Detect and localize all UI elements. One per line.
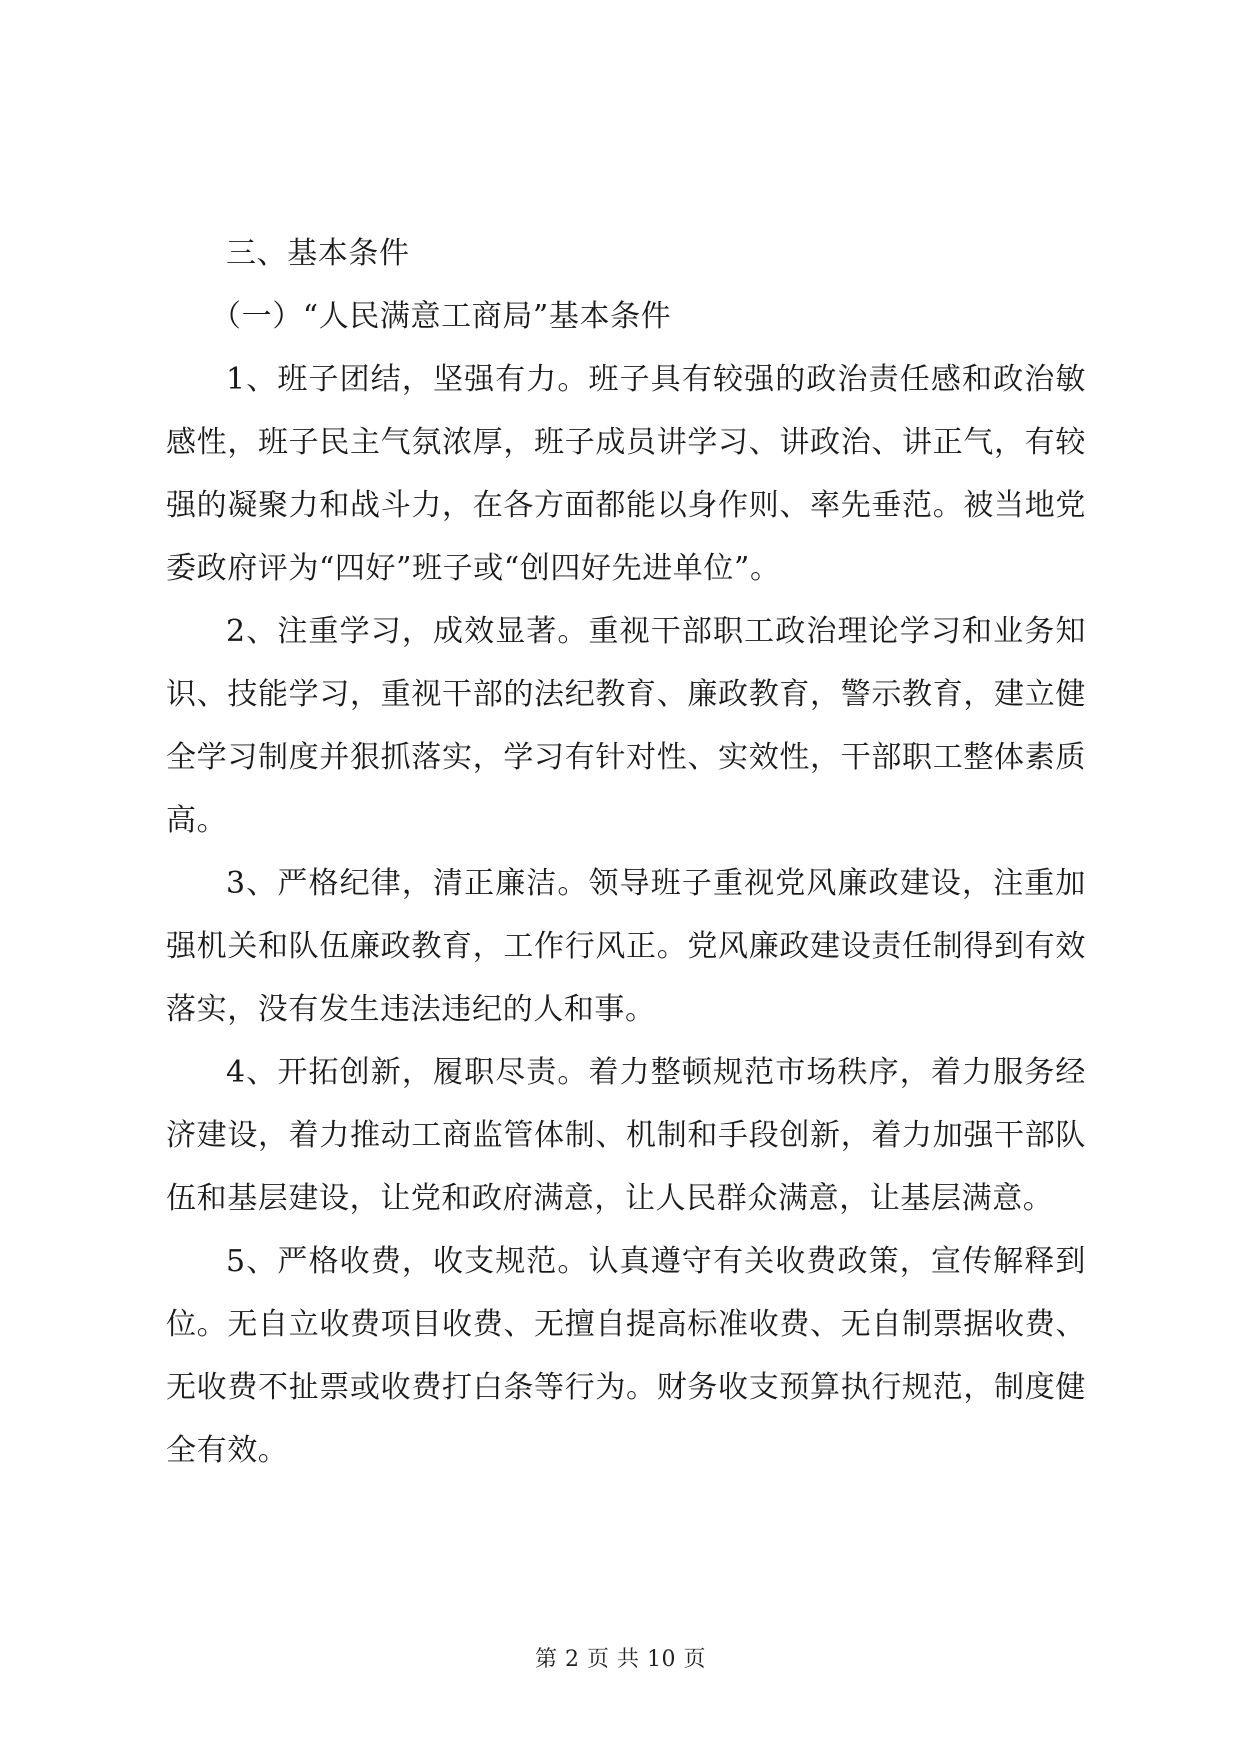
paragraph-5: 5、严格收费，收支规范。认真遵守有关收费政策，宣传解释到位。无自立收费项目收费、无擅自提高标准收费、无自制票据收费、无收费不扯票或收费打白条等行为。财务收支预算执行规范，制度健全有效。 <box>166 1244 1086 1468</box>
paragraph-1: 1、班子团结，坚强有力。班子具有较强的政治责任感和政治敏感性，班子民主气氛浓厚，班子成员讲学习、讲政治、讲正气，有较强的凝聚力和战斗力，在各方面都能以身作则、率先垂范。被当地党委政府评为“四好”班子或“创四好先进单位”。 <box>166 362 1086 586</box>
document-body <box>166 222 1086 1482</box>
paragraph-3: 3、严格纪律，清正廉洁。领导班子重视党风廉政建设，注重加强机关和队伍廉政教育，工作行风正。党风廉政建设责任制得到有效落实，没有发生违法违纪的人和事。 <box>166 866 1086 1027</box>
paragraph-2: 2、注重学习，成效显著。重视干部职工政治理论学习和业务知识、技能学习，重视干部的法纪教育、廉政教育，警示教育，建立健全学习制度并狠抓落实，学习有针对性、实效性，干部职工整体素质高。 <box>166 614 1086 838</box>
subheading: （一）“人民满意工商局”基本条件 <box>211 299 672 334</box>
page-footer: 第 2 页 共 10 页 <box>535 1647 706 1672</box>
section-heading: 三、基本条件 <box>226 236 410 271</box>
paragraph-4: 4、开拓创新，履职尽责。着力整顿规范市场秩序，着力服务经济建设，着力推动工商监管体制、机制和手段创新，着力加强干部队伍和基层建设，让党和政府满意，让人民群众满意，让基层满意。 <box>166 1055 1086 1216</box>
